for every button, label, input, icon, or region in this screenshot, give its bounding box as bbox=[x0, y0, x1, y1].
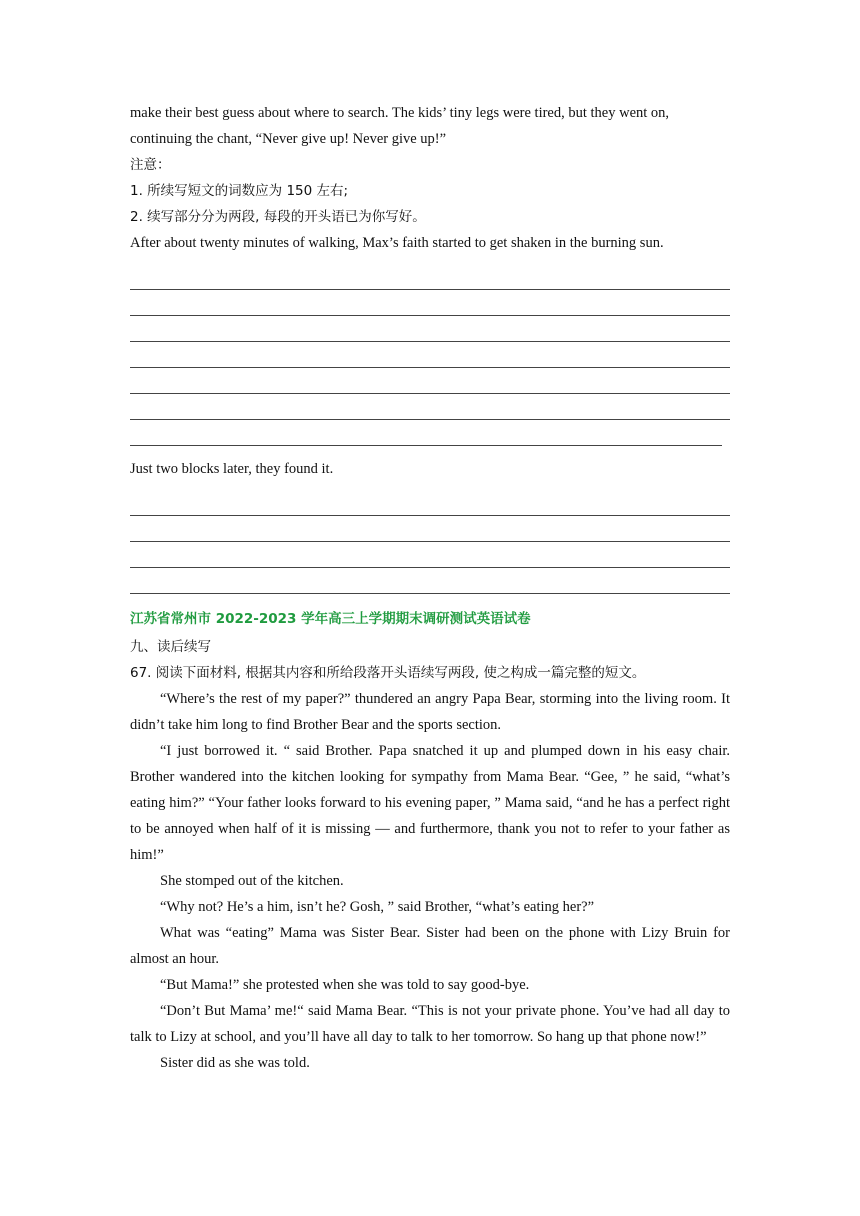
rule-2: 2. 续写部分分为两段, 每段的开头语已为你写好。 bbox=[130, 209, 426, 225]
story-paragraph: “I just borrowed it. “ said Brother. Papa snatched it up and plumped down in his easy chair. Brother wandered into the kitchen looking for sympathy from Mama Bear. “Gee, ” he said, “what’s eating him?” “Your father looks forward to his evening paper, ” Mama said, “and he has a perfect right to be annoyed when half of it is missing — and furthermore, thank you not to refer to your father as him!” bbox=[130, 743, 730, 863]
writing-line[interactable] bbox=[130, 516, 730, 542]
writing-line[interactable] bbox=[130, 568, 730, 594]
story-text bbox=[130, 686, 730, 1076]
writing-line[interactable] bbox=[130, 490, 730, 516]
writing-line[interactable] bbox=[130, 542, 730, 568]
section-heading: 江苏省常州市 2022-2023 学年高三上学期期末调研测试英语试卷 bbox=[130, 611, 531, 627]
part-title: 九、读后续写 bbox=[130, 639, 211, 655]
story-paragraph: “Don’t But Mama’ me!“ said Mama Bear. “This is not your private phone. You’ve had all day to talk to Lizy at school, and you’ll have all day to talk to her tomorrow. So hang up that phone now!” bbox=[130, 1003, 730, 1045]
writing-line[interactable] bbox=[130, 420, 722, 446]
document-page bbox=[130, 100, 730, 1076]
notice-label: 注意： bbox=[130, 157, 171, 173]
paragraph-1-opening: After about twenty minutes of walking, Max’s faith started to get shaken in the burning sun. bbox=[130, 235, 664, 251]
rule-1: 1. 所续写短文的词数应为 150 左右; bbox=[130, 183, 349, 199]
writing-line[interactable] bbox=[130, 394, 730, 420]
writing-line[interactable] bbox=[130, 368, 730, 394]
writing-lines-1 bbox=[130, 264, 730, 446]
question-prompt: 67. 阅读下面材料, 根据其内容和所给段落开头语续写两段, 使之构成一篇完整的短文。 bbox=[130, 665, 646, 681]
story-paragraph: She stomped out of the kitchen. bbox=[160, 873, 344, 889]
writing-lines-2 bbox=[130, 490, 730, 594]
story-paragraph: “But Mama!” she protested when she was told to say good-bye. bbox=[160, 977, 530, 993]
intro-line-2: continuing the chant, “Never give up! Never give up!” bbox=[130, 131, 447, 147]
intro-line-1: make their best guess about where to search. The kids’ tiny legs were tired, but they went on, bbox=[130, 105, 670, 121]
writing-line[interactable] bbox=[130, 264, 730, 290]
writing-line[interactable] bbox=[130, 290, 730, 316]
paragraph-2-opening: Just two blocks later, they found it. bbox=[130, 461, 334, 477]
story-paragraph: “Why not? He’s a him, isn’t he? Gosh, ” said Brother, “what’s eating her?” bbox=[160, 899, 595, 915]
writing-line[interactable] bbox=[130, 316, 730, 342]
story-paragraph: Sister did as she was told. bbox=[160, 1055, 310, 1071]
writing-line[interactable] bbox=[130, 342, 730, 368]
story-paragraph: What was “eating” Mama was Sister Bear. Sister had been on the phone with Lizy Bruin for almost an hour. bbox=[130, 925, 730, 967]
story-paragraph: “Where’s the rest of my paper?” thundered an angry Papa Bear, storming into the living room. It didn’t take him long to find Brother Bear and the sports section. bbox=[130, 691, 730, 733]
